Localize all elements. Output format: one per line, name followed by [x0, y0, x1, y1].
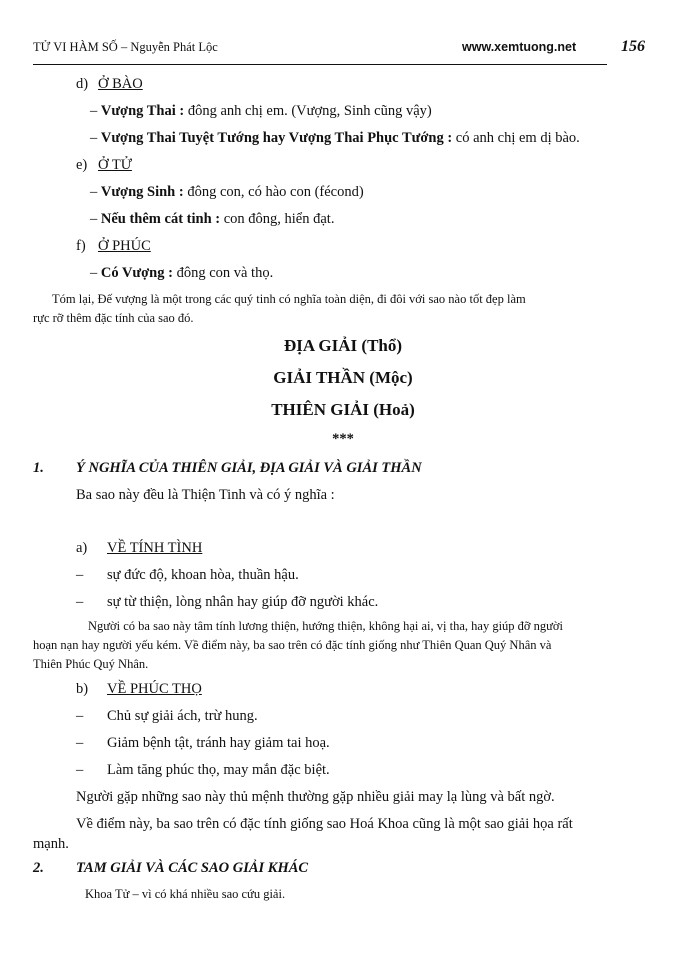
list-letter: b): [76, 681, 89, 697]
list-item: sự từ thiện, lòng nhân hay giúp đỡ người khác.: [107, 594, 379, 610]
page-number: 156: [621, 38, 645, 55]
list-item: sự đức độ, khoan hòa, thuần hậu.: [107, 567, 299, 583]
dash: –: [76, 594, 84, 610]
section-number: 2.: [33, 860, 44, 876]
body-paragraph: Người gặp những sao này thủ mệnh thường gặp nhiều giải may lạ lùng và bất ngờ.: [76, 789, 555, 805]
body-line: Khoa Tử – vì có khá nhiều sao cứu giải.: [85, 887, 286, 901]
subheading: Ở BÀO: [98, 76, 143, 92]
item-bold: Nếu thêm cát tinh :: [100, 211, 221, 227]
intro-text: Ba sao này đều là Thiện Tinh và có ý nghĩa :: [76, 487, 335, 503]
running-header-title: TỬ VI HÀM SỐ – Nguyễn Phát Lộc: [33, 40, 218, 54]
subheading: VỀ TÍNH TÌNH: [107, 540, 203, 556]
section-heading: Ý NGHĨA CỦA THIÊN GIẢI, ĐỊA GIẢI VÀ GIẢI THẦN: [76, 460, 422, 476]
dash: –: [90, 130, 98, 146]
section-title: THIÊN GIẢI (Hoả): [271, 400, 415, 419]
dash: –: [90, 211, 98, 227]
section-title: GIẢI THẦN (Mộc): [273, 368, 413, 387]
list-item: [90, 103, 432, 120]
section-number: 1.: [33, 460, 44, 476]
item-text: đông con, có hào con (fécond): [183, 184, 364, 200]
item-text: đông anh chị em. (Vượng, Sinh cũng vậy): [184, 103, 432, 119]
dash: –: [76, 708, 84, 724]
dash: –: [76, 735, 84, 751]
note-line: hoạn nạn hay người yếu kém. Về điểm này, ba sao trên có đặc tính giống như Thiên Quan Quý Nhân và: [33, 638, 552, 652]
website-label: www.xemtuong.net: [462, 40, 577, 54]
note-line: Thiên Phúc Quý Nhân.: [33, 657, 149, 671]
list-item: Giảm bệnh tật, tránh hay giảm tai hoạ.: [107, 735, 330, 751]
item-text: đông con và thọ.: [172, 265, 274, 281]
summary-line: Tóm lại, Đế vượng là một trong các quý tinh có nghĩa toàn diện, đi đôi với sao nào tốt đẹp làm: [52, 292, 526, 306]
subheading: Ở TỬ: [98, 157, 132, 173]
list-item: [90, 211, 334, 228]
summary-line: rực rỡ thêm đặc tính của sao đó.: [33, 311, 194, 325]
body-paragraph: Về điểm này, ba sao trên có đặc tính giống sao Hoá Khoa cũng là một sao giải họa rất: [76, 816, 573, 832]
item-text: có anh chị em dị bào.: [452, 130, 580, 146]
list-letter: d): [76, 76, 89, 92]
list-item: [90, 265, 273, 282]
subheading: VỀ PHÚC THỌ: [107, 681, 202, 697]
list-letter: a): [76, 540, 88, 556]
separator-stars: ***: [332, 431, 354, 447]
dash: –: [90, 265, 98, 281]
dash: –: [76, 567, 84, 583]
list-item: Làm tăng phúc thọ, may mắn đặc biệt.: [107, 762, 330, 778]
item-bold: Vượng Thai Tuyệt Tướng hay Vượng Thai Phục Tướng :: [100, 130, 453, 146]
header-rule: [33, 64, 607, 65]
item-bold: Vượng Sinh :: [100, 184, 184, 200]
list-item: [90, 184, 364, 201]
list-item: Chủ sự giải ách, trừ hung.: [107, 708, 258, 724]
note-line: Người có ba sao này tâm tính lương thiện, hướng thiện, không hại ai, vị tha, hay giúp đỡ người: [88, 619, 564, 633]
section-heading: TAM GIẢI VÀ CÁC SAO GIẢI KHÁC: [76, 860, 309, 876]
item-bold: Có Vượng :: [100, 265, 173, 281]
subheading: Ở PHÚC: [98, 238, 151, 254]
dash: –: [90, 103, 98, 119]
item-bold: Vượng Thai :: [100, 103, 185, 119]
item-text: con đông, hiển đạt.: [220, 211, 335, 227]
dash: –: [76, 762, 84, 778]
list-item: [90, 130, 580, 147]
list-letter: e): [76, 157, 88, 173]
section-title: ĐỊA GIẢI (Thổ): [283, 336, 403, 355]
dash: –: [90, 184, 98, 200]
body-paragraph: mạnh.: [33, 836, 69, 852]
list-letter: f): [76, 238, 86, 254]
